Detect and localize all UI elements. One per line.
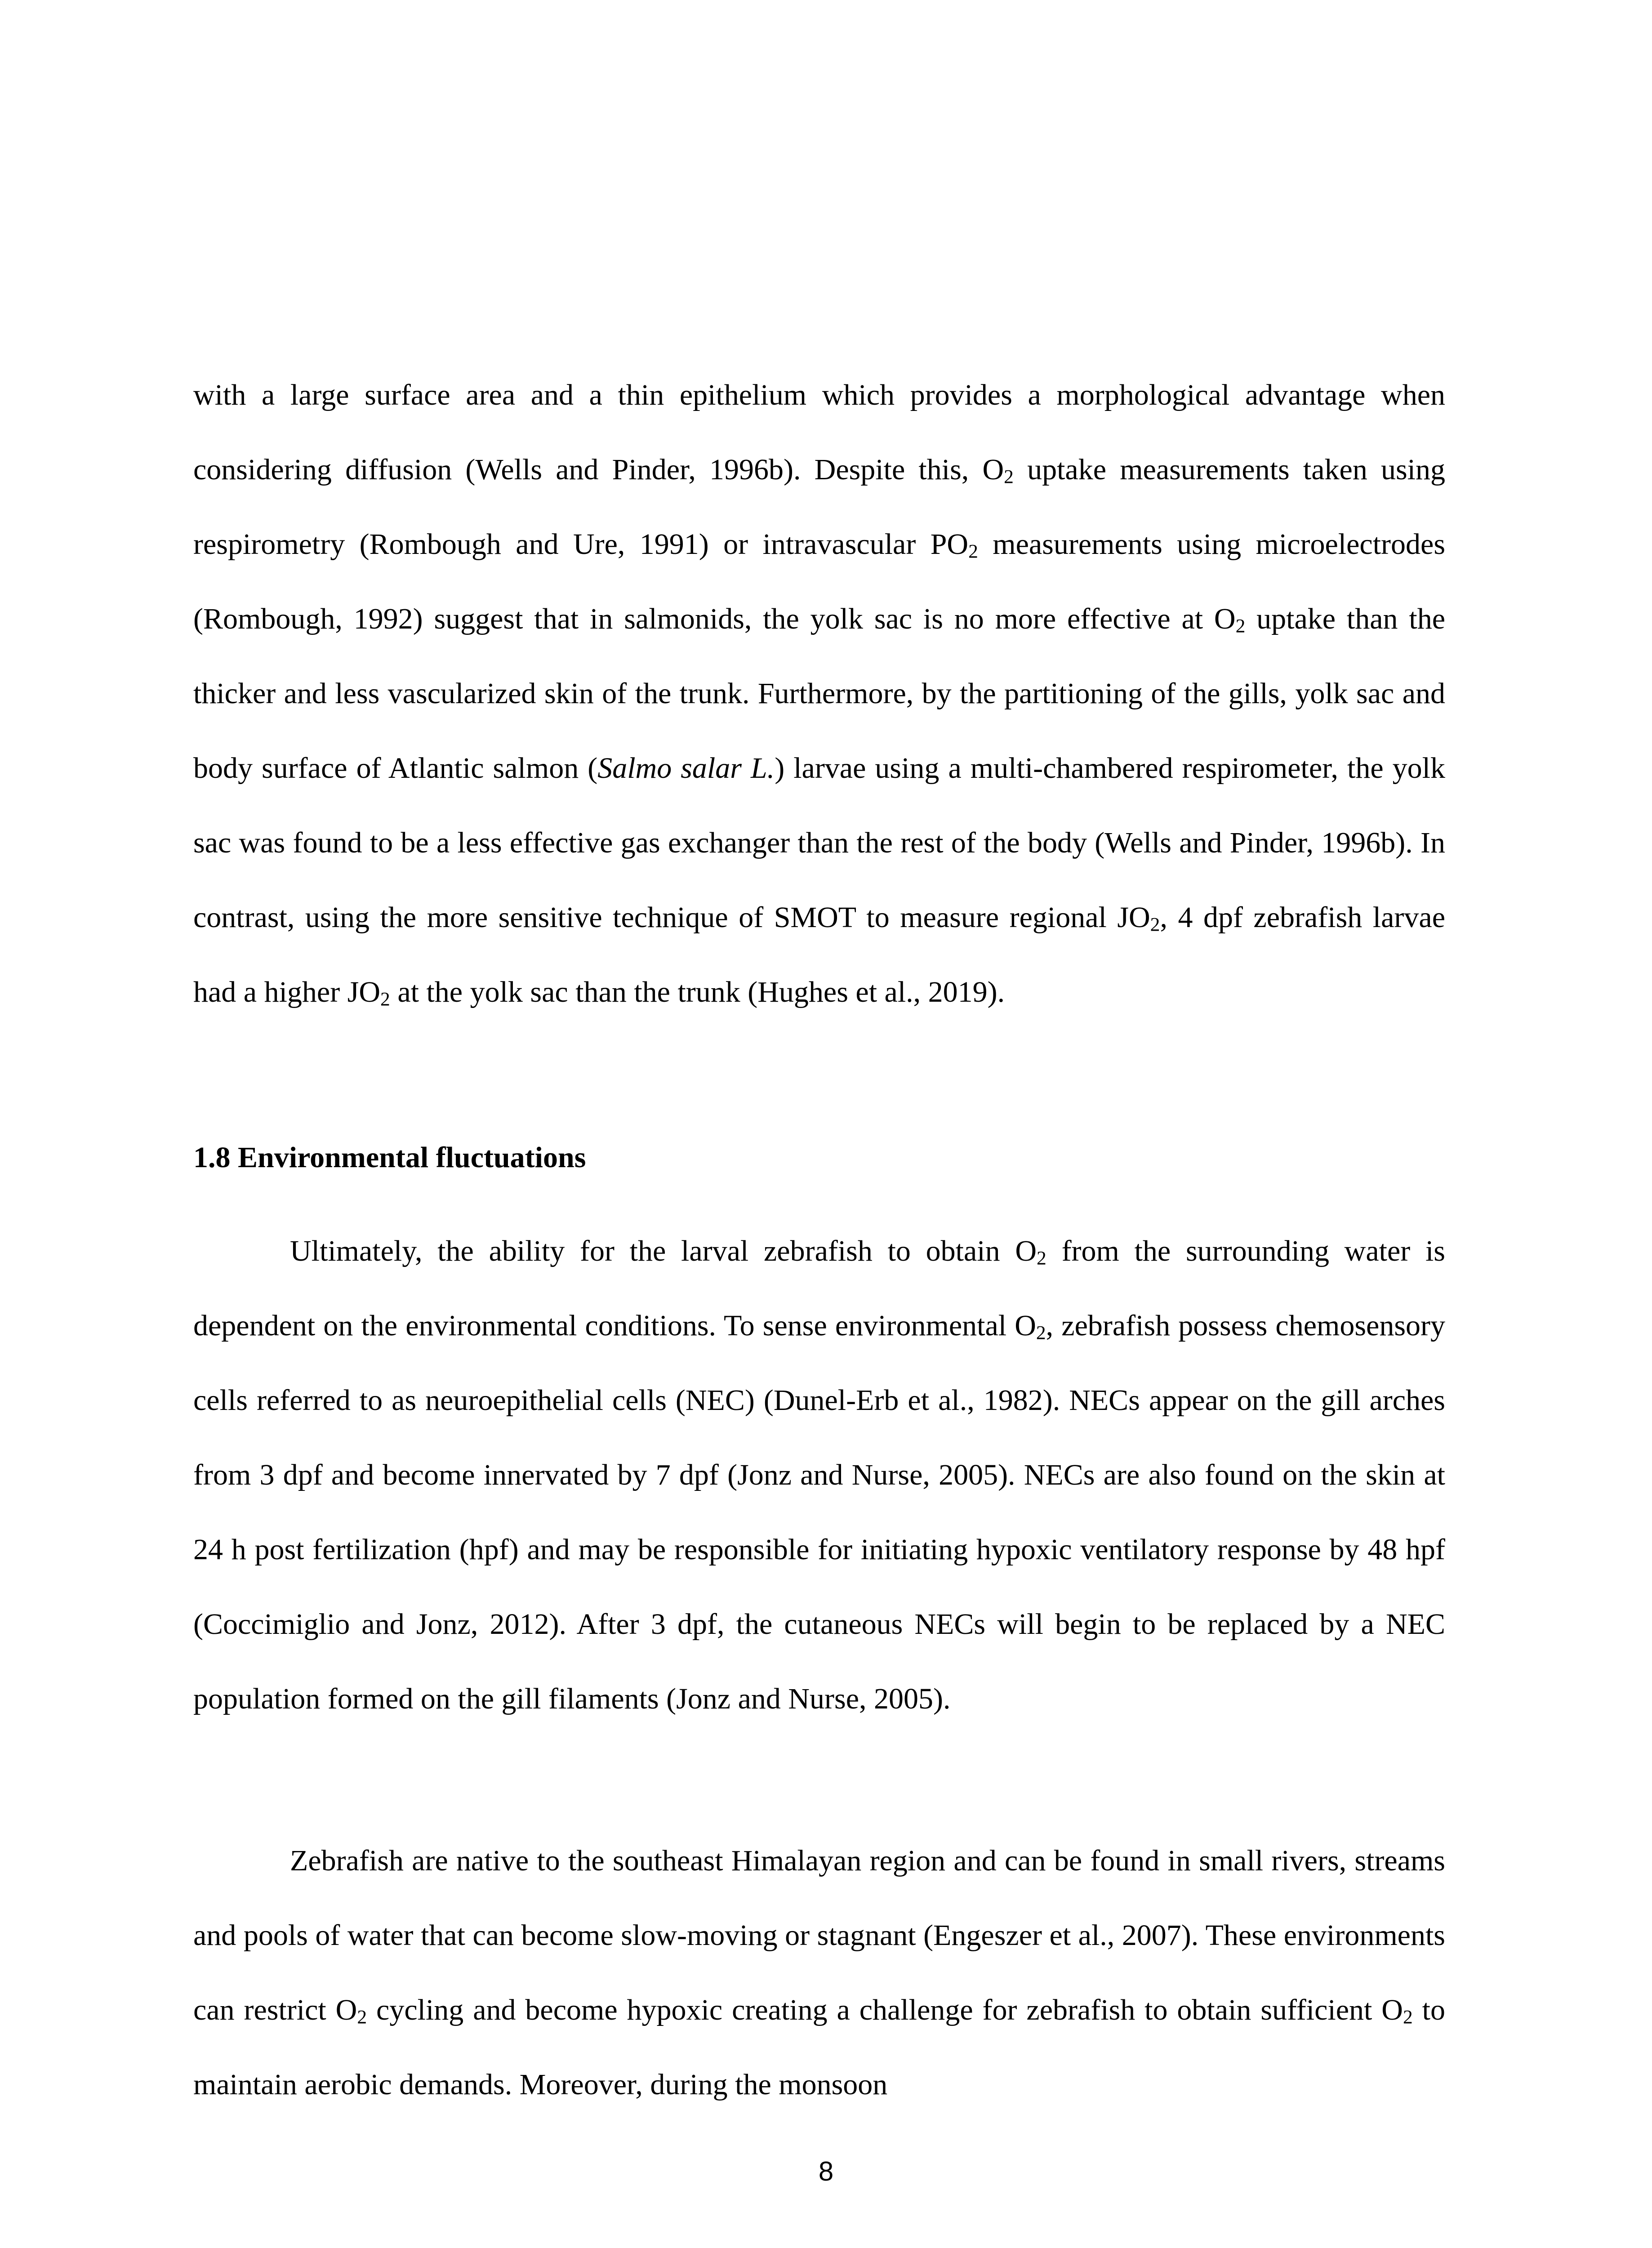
- subscript: 2: [1235, 615, 1246, 637]
- subscript: 2: [357, 2006, 367, 2028]
- text-run: measurements using microelectrodes (Rombough, 1992) suggest that in salmonids, the yolk sac is no more effective at O: [193, 528, 1445, 635]
- text-run: with a large surface area and a thin epithelium which provides a morphological advantage when considering diffusion (Wells and Pinder, 1996b). Despite this, O: [193, 379, 1445, 486]
- text-run: , 4 dpf zebrafish larvae had a higher JO: [193, 901, 1445, 1008]
- text-run: at the yolk sac than the trunk (Hughes et al., 2019).: [390, 976, 1005, 1008]
- text-run: , zebrafish possess chemosensory cells referred to as neuroepithelial cells (NEC) (Dunel-Erb et al., 1982). NECs appear on the gill arches from 3 dpf and become innervated by 7 dpf (Jonz and Nurse, 2005). NECs are also found on the skin at 24 h post fertilization (hpf) and may be responsible for initiating hypoxic ventilatory response by 48 hpf (Coccimiglio and Jonz, 2012). After 3 dpf, the cutaneous NECs will begin to be replaced by a NEC population formed on the gill filaments (Jonz and Nurse, 2005).: [193, 1309, 1446, 1715]
- section-heading: 1.8 Environmental fluctuations: [193, 1141, 586, 1174]
- text-run: uptake measurements taken using respirometry (Rombough and Ure, 1991) or intravascular PO: [193, 453, 1446, 561]
- paragraph-oxygen-sensing: [193, 1214, 1445, 1736]
- subscript: 2: [1037, 1247, 1046, 1269]
- text-run: Zebrafish are native to the southeast Himalayan region and can be found in small rivers, streams and pools of water that can become slow-moving or stagnant (Engeszer et al., 2007). These environments can restrict O: [193, 1844, 1445, 2026]
- subscript: 2: [1036, 1322, 1046, 1344]
- subscript: 2: [380, 988, 390, 1010]
- species-name: Salmo salar L.: [597, 752, 775, 785]
- page-number: 8: [818, 2156, 834, 2186]
- text-run: Ultimately, the ability for the larval zebrafish to obtain O: [290, 1235, 1037, 1267]
- text-run: from the surrounding water is dependent on the environmental conditions. To sense environmental O: [193, 1235, 1445, 1342]
- text-run: ) larvae using a multi-chambered respirometer, the yolk sac was found to be a less effective gas exchanger than the rest of the body (Wells and Pinder, 1996b). In contrast, using the more sensitive technique of SMOT to measure regional JO: [193, 752, 1445, 934]
- subscript: 2: [1004, 466, 1014, 488]
- text-run: uptake than the thicker and less vascularized skin of the trunk. Furthermore, by the partitioning of the gills, yolk sac and body surface of Atlantic salmon (: [193, 602, 1446, 785]
- paragraph-native-habitat: [193, 1824, 1445, 2122]
- subscript: 2: [1150, 914, 1160, 936]
- text-run: cycling and become hypoxic creating a challenge for zebrafish to obtain sufficient O: [367, 1994, 1403, 2026]
- paragraph-yolk-sac-gas-exchange: [193, 358, 1445, 1030]
- subscript: 2: [1403, 2006, 1413, 2028]
- text-run: to maintain aerobic demands. Moreover, during the monsoon: [193, 1994, 1445, 2101]
- subscript: 2: [968, 540, 978, 562]
